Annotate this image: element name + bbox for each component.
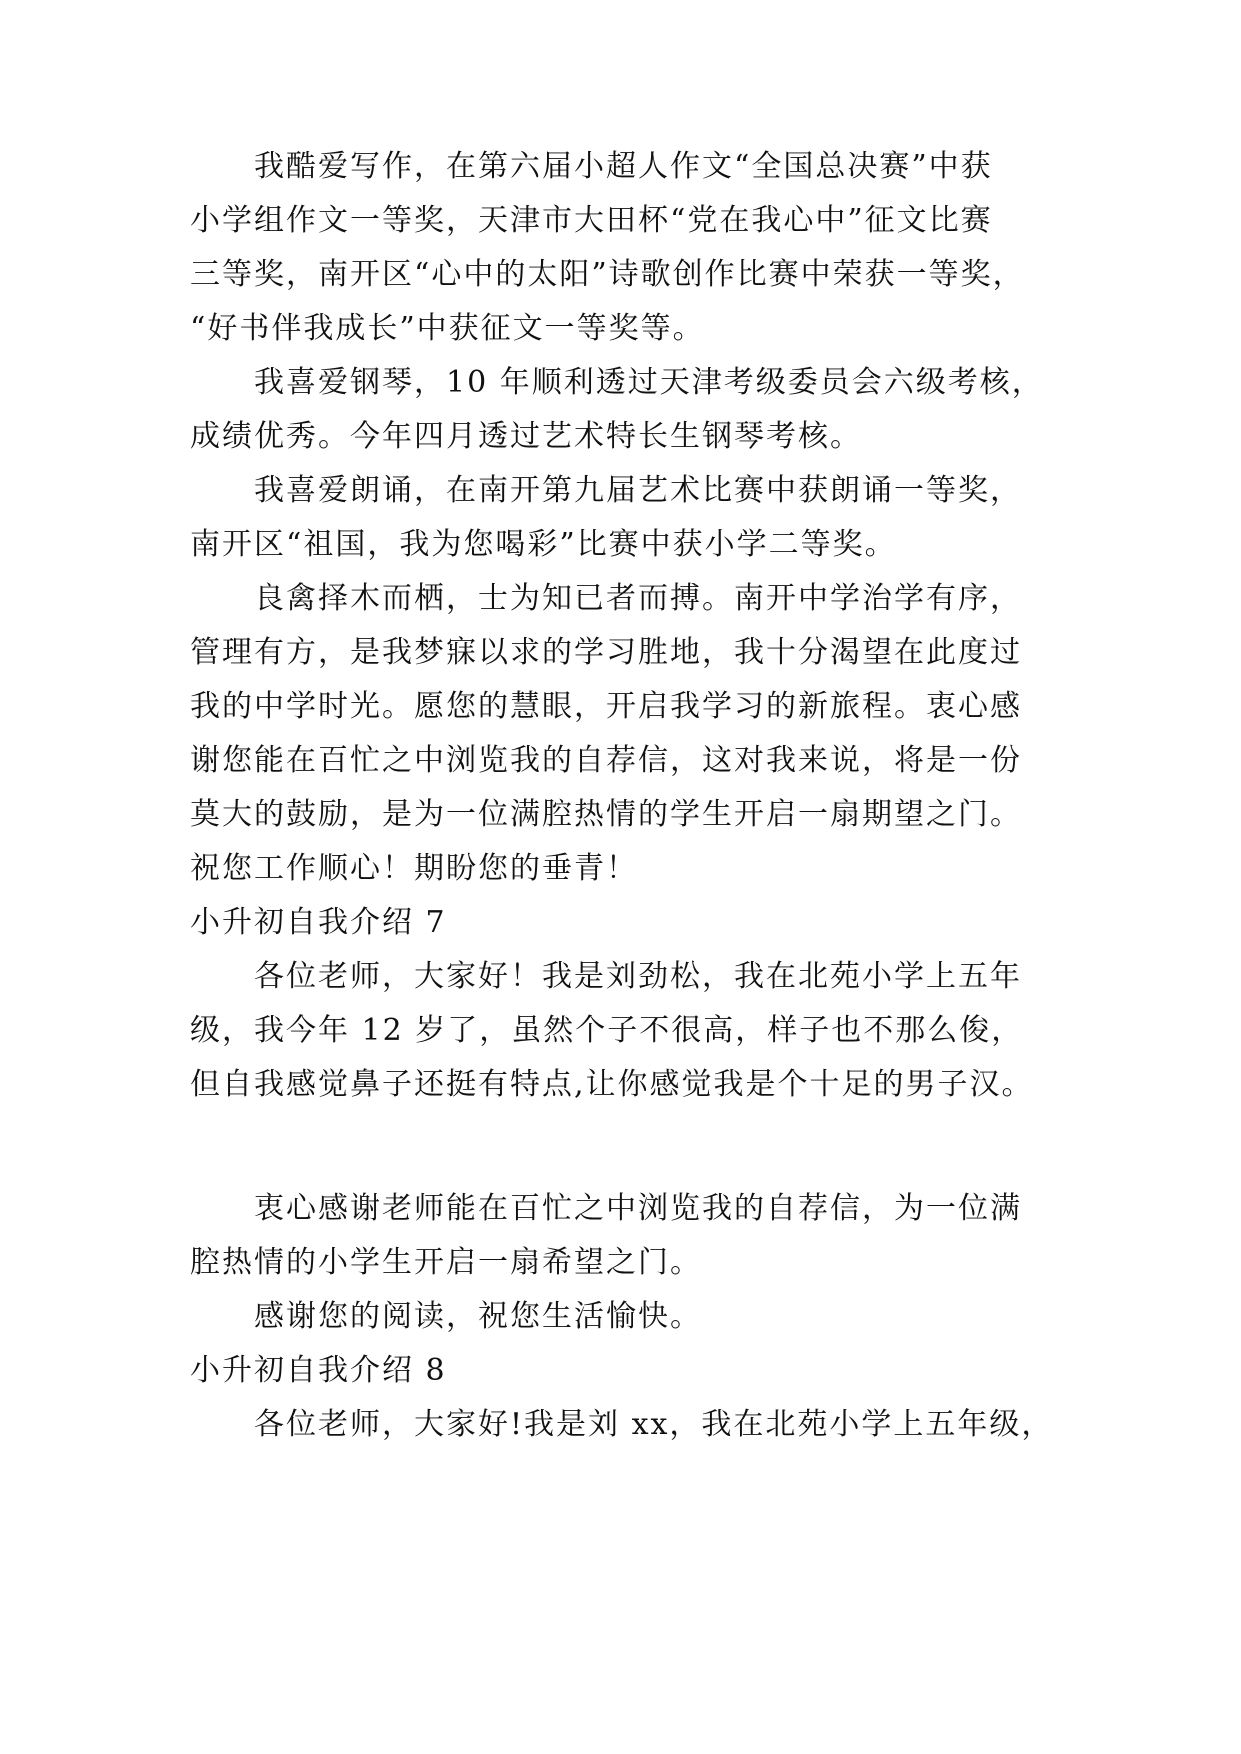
paragraph-line: 莫大的鼓励，是为一位满腔热情的学生开启一扇期望之门。 <box>190 797 1022 832</box>
paragraph-line: 南开区“祖国，我为您喝彩”比赛中获小学二等奖。 <box>190 527 897 562</box>
paragraph-line: 三等奖，南开区“心中的太阳”诗歌创作比赛中荣获一等奖， <box>190 257 1025 292</box>
paragraph-line: 成绩优秀。今年四月透过艺术特长生钢琴考核。 <box>190 419 862 454</box>
paragraph-line: 我酷爱写作，在第六届小超人作文“全国总决赛”中获 <box>254 149 993 184</box>
paragraph-line: 级，我今年 12 岁了，虽然个子不很高，样子也不那么俊， <box>190 1013 1024 1048</box>
section-heading: 小升初自我介绍 7 <box>190 905 447 940</box>
section-heading: 小升初自我介绍 8 <box>190 1353 447 1388</box>
paragraph-line: 腔热情的小学生开启一扇希望之门。 <box>190 1245 702 1280</box>
paragraph-line: 小学组作文一等奖，天津市大田杯“党在我心中”征文比赛 <box>190 203 993 238</box>
paragraph-line: 我喜爱朗诵，在南开第九届艺术比赛中获朗诵一等奖， <box>254 473 1022 508</box>
paragraph-line: 管理有方，是我梦寐以求的学习胜地，我十分渴望在此度过 <box>190 635 1022 670</box>
paragraph-line: 衷心感谢老师能在百忙之中浏览我的自荐信，为一位满 <box>254 1191 1022 1226</box>
paragraph-line: 良禽择木而栖，士为知已者而搏。南开中学治学有序， <box>254 581 1022 616</box>
paragraph-line: 祝您工作顺心！期盼您的垂青！ <box>190 851 638 886</box>
paragraph-line: 各位老师，大家好！我是刘劲松，我在北苑小学上五年 <box>254 959 1022 994</box>
paragraph-line: “好书伴我成长”中获征文一等奖等。 <box>190 311 705 346</box>
paragraph-line: 感谢您的阅读，祝您生活愉快。 <box>254 1299 702 1334</box>
paragraph-line: 我的中学时光。愿您的慧眼，开启我学习的新旅程。衷心感 <box>190 689 1022 724</box>
paragraph-line: 谢您能在百忙之中浏览我的自荐信，这对我来说，将是一份 <box>190 743 1022 778</box>
paragraph-line: 各位老师，大家好!我是刘 xx，我在北苑小学上五年级， <box>254 1407 1054 1442</box>
paragraph-line: 我喜爱钢琴，10 年顺利透过天津考级委员会六级考核， <box>254 365 1044 400</box>
paragraph-line: 但自我感觉鼻子还挺有特点,让你感觉我是个十足的男子汉。 <box>190 1067 1034 1102</box>
